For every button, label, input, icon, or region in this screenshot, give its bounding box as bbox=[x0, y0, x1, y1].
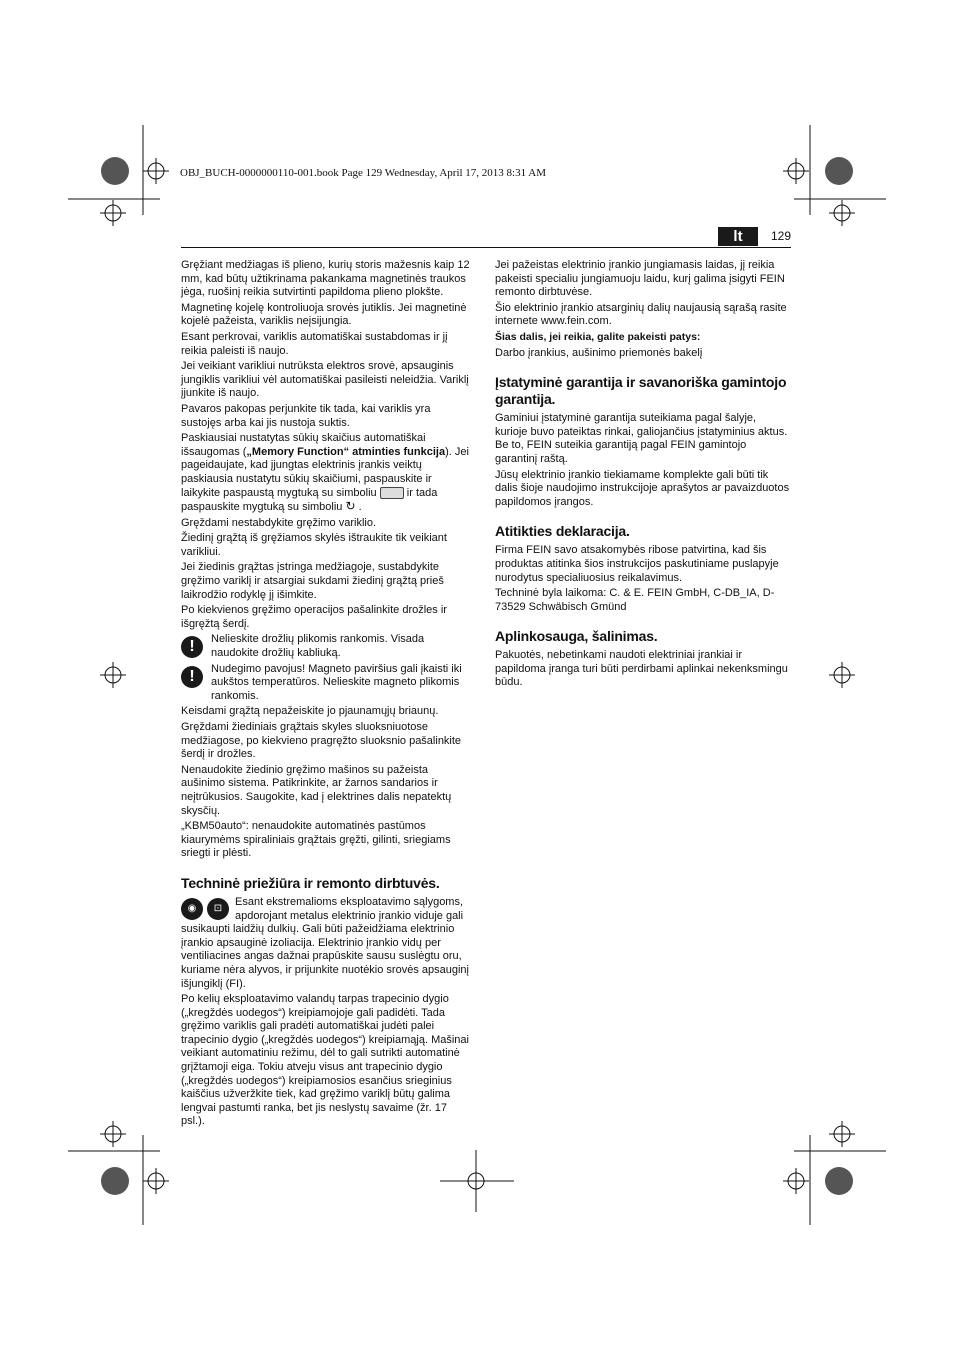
paragraph: Magnetinę kojelę kontroliuoja srovės jutiklis. Jei magnetinė kojelė pažeista, variklis neįsijungia. bbox=[181, 301, 467, 328]
rotate-symbol-icon: ↻ bbox=[345, 499, 356, 514]
paragraph: Pavaros pakopas perjunkite tik tada, kai variklis yra sustojęs arba kai jis nustoja suktis. bbox=[181, 402, 431, 429]
right-column bbox=[495, 259, 791, 692]
left-column bbox=[181, 259, 471, 1131]
language-badge: lt bbox=[718, 227, 758, 246]
paragraph: Po kiekvienos gręžimo operacijos pašalinkite drožles ir išgręžtą šerdį. bbox=[181, 604, 447, 630]
paragraph: ◉ ⊡ Esant ekstremalioms eksploatavimo sąlygoms, apdorojant metalus elektrinio įrankio viduje gali susikaupti laidžių dulkių. Gali būti pažeidžiama elektrinio įrankio apsauginė izoliacija. Elektrinio įrankio vidų per ventiliacines angas dažnai prapūskite sausu suslėgtu oru, kuriame nėra alyvos, ir prijunkite nuotėkio srovės apsauginį išjungiklį (FI). bbox=[181, 895, 469, 990]
paragraph: Jūsų elektrinio įrankio tiekiamame komplekte gali būti tik dalis šioje naudojimo instrukcijoje aprašytos ar pavaizduotos papildomos įrangos. bbox=[495, 468, 790, 508]
paragraph: Firma FEIN savo atsakomybės ribose patvirtina, kad šis produktas atitinka šios instrukcijos paskutiniame puslapyje nurodytus specialiuosius reikalavimus. bbox=[495, 544, 779, 584]
paragraph: Po kelių eksploatavimo valandų tarpas trapecinio dygio („kregždės uodegos“) kreipiamojoje gali padidėti. Tada gręžimo variklis gali pradėti automatiškai judėti palei trapecinio dygio („kregždės uodegos“) kreipiamąją. Mašinai veikiant automatiniu režimu, dėl to gali sutrikti automatinė grįžtamoji eiga. Tokiu atveju visus ant trapecinio dygio („kregždės uodegos“) kreipiamosios esančius srieginius kaiščius užveržkite tiek, kad gręžimo variklį būtų galima lengvai pastumti ranka, bet jis neslystų savaime (žr. 17 psl.). bbox=[181, 993, 469, 1128]
paragraph: Jei žiedinis grąžtas įstringa medžiagoje, sustabdykite gręžimo variklį ir atsargiai sukdami žiedinį grąžtą prieš laikrodžio rodyklę jį išimkite. bbox=[181, 561, 444, 601]
book-slug: OBJ_BUCH-0000000110-001.book Page 129 Wednesday, April 17, 2013 8:31 AM bbox=[180, 167, 546, 179]
button-symbol-icon bbox=[380, 487, 404, 499]
warning-text: Nudegimo pavojus! Magneto paviršius gali įkaisti iki aukštos temperatūros. Nelieskite magneto plikomis rankomis. bbox=[211, 662, 462, 702]
section-heading-service: Techninė priežiūra ir remonto dirbtuvės. bbox=[181, 874, 440, 891]
section-heading-environment: Aplinkosauga, šalinimas. bbox=[495, 628, 658, 645]
dust-mask-icon: ⊡ bbox=[207, 898, 229, 920]
section-heading-warranty: Įstatyminė garantija ir savanoriška gamintojo garantija. bbox=[495, 374, 787, 408]
paragraph: Keisdami grąžtą nepažeiskite jo pjaunamųjų briaunų. bbox=[181, 705, 439, 718]
paragraph: Gaminiui įstatyminė garantija suteikiama pagal šalyje, kurioje buvo pateiktas rinkai, galiojančius įstatyminius aktus. Be to, FEIN suteikia garantiją pagal FEIN gamintojo garantinį raštą. bbox=[495, 412, 788, 465]
paragraph: Esant perkrovai, variklis automatiškai sustabdomas ir jį reikia paleisti iš naujo. bbox=[181, 330, 448, 357]
warning-icon: ! bbox=[181, 666, 203, 688]
paragraph: Gręždami nestabdykite gręžimo variklio. bbox=[181, 516, 377, 529]
warning-block bbox=[181, 663, 471, 704]
paragraph: Gręžiant medžiagas iš plieno, kurių storis mažesnis kaip 12 mm, kad būtų užtikrinama pakankama magnetinės traukos jėga, ruošinį reikia sutvirtinti papildoma plieno plokšte. bbox=[181, 259, 470, 299]
paragraph: „KBM50auto“: nenaudokite automatinės pastūmos kiaurymėms spiraliniais grąžtais gręžti, gilinti, sriegiams sriegti ir plėsti. bbox=[181, 820, 451, 860]
page-number: 129 bbox=[771, 229, 792, 243]
paragraph: Pakuotės, nebetinkami naudoti elektriniai įrankiai ir papildoma įranga turi būti perdirbami aplinkai nekenksmingu būdu. bbox=[495, 649, 788, 689]
warning-icon: ! bbox=[181, 636, 203, 658]
section-heading-conformity: Atitikties deklaracija. bbox=[495, 523, 630, 540]
paragraph: Nenaudokite žiedinio gręžimo mašinos su pažeista aušinimo sistema. Patikrinkite, ar žarnos sandarios ir neįtrūkusios. Saugokite, kad į elektrines dalis nepatektų skysčių. bbox=[181, 763, 452, 817]
paragraph: Jei veikiant varikliui nutrūksta elektros srovė, apsauginis jungiklis varikliui vėl automatiškai pasileisti neleidžia. Variklį įjunkite iš naujo. bbox=[181, 360, 469, 400]
ppe-icons bbox=[181, 898, 229, 920]
warning-block bbox=[181, 633, 471, 660]
paragraph: Gręždami žiediniais grąžtais skyles sluoksniuotose medžiagose, po kiekvieno pragręžto sluoksnio pašalinkite šerdį ir drožles. bbox=[181, 721, 462, 761]
warning-text: Nelieskite drožlių plikomis rankomis. Visada naudokite drožlių kabliuką. bbox=[211, 633, 425, 660]
paragraph-memory-function: Paskiausiai nustatytas sūkių skaičius automatiškai išsaugomas („Memory Function“ atminties funkcija). Jei pageidaujate, kad įjungtas elektrinis įrankis veiktų paskiausia nustatytu sūkių skaičiumi, paspauskite ir laikykite paspaustą mygtuką su simboliu ir tada paspauskite mygtuką su simboliu ↻ . bbox=[181, 432, 469, 514]
paragraph: Žiedinį grąžtą iš gręžiamos skylės ištraukite tik veikiant varikliui. bbox=[181, 532, 447, 558]
subheading: Šias dalis, jei reikia, galite pakeisti patys: bbox=[495, 330, 701, 343]
goggles-icon: ◉ bbox=[181, 898, 203, 920]
paragraph: Techninė byla laikoma: C. & E. FEIN GmbH, C-DB_IA, D-73529 Schwäbisch Gmünd bbox=[495, 587, 775, 613]
paragraph: Šio elektrinio įrankio atsarginių dalių naujausią sąrašą rasite internete www.fein.com. bbox=[495, 301, 787, 328]
paragraph: Darbo įrankius, aušinimo priemonės bakelį bbox=[495, 346, 703, 359]
paragraph: Jei pažeistas elektrinio įrankio jungiamasis laidas, jį reikia pakeisti specialiu jungiamuoju laidu, kurį galima įsigyti FEIN remonto dirbtuvėse. bbox=[495, 259, 785, 299]
header-rule bbox=[181, 247, 791, 248]
